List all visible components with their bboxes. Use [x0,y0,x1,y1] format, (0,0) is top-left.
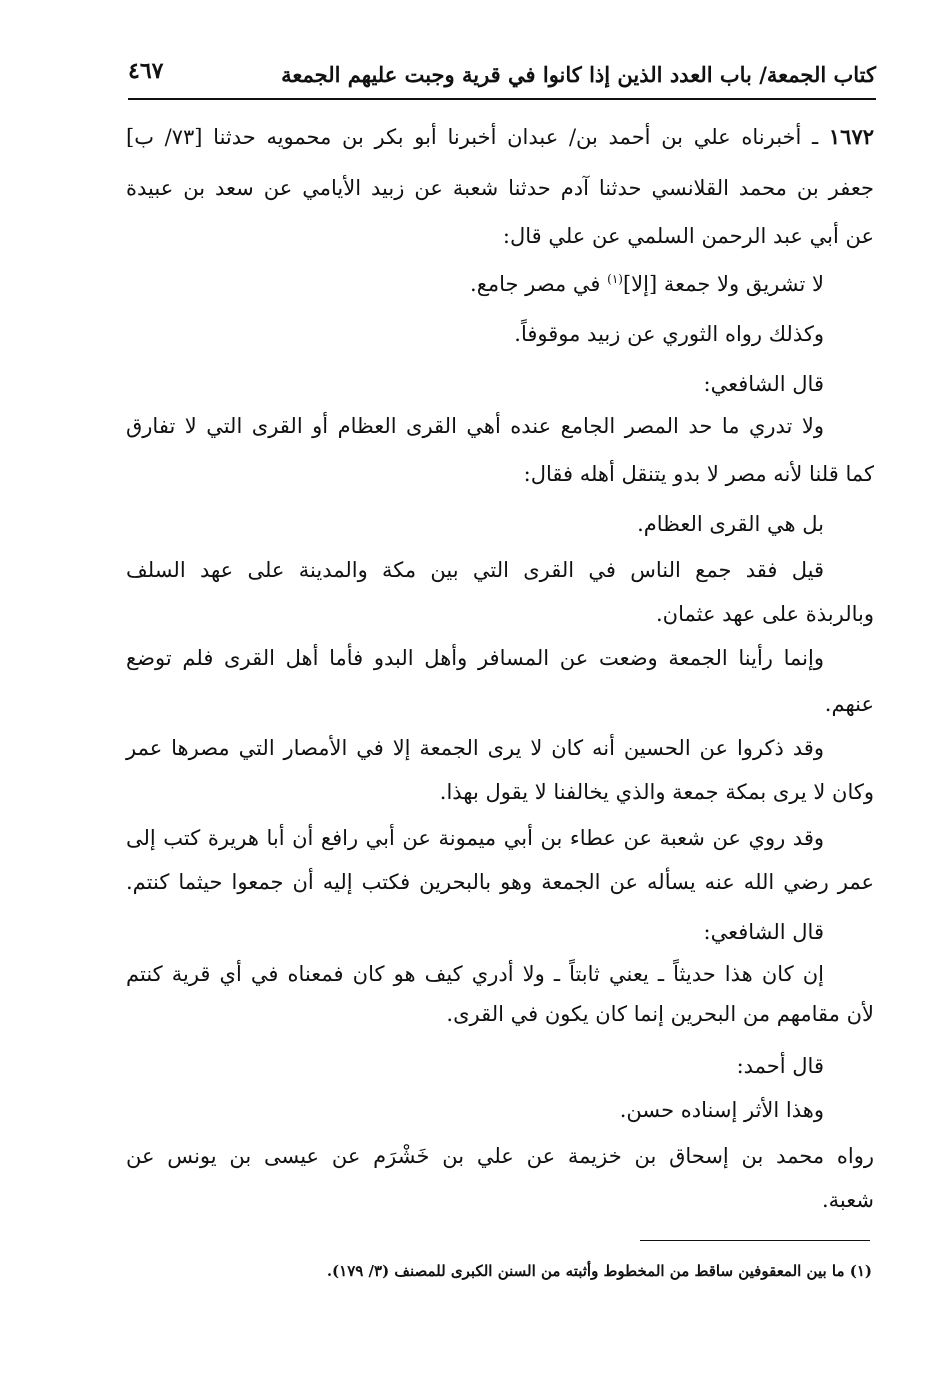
text-line: وقد روي عن شعبة عن عطاء بن أبي ميمونة عن أبي رافع أن أبا هريرة كتب إلى [126,826,824,850]
text-line: ولا تدري ما حد المصر الجامع عنده أهي القرى العظام أو القرى التي لا تفارق [126,414,824,438]
text-line: قال الشافعي: [703,372,824,396]
text-line: وإنما رأينا الجمعة وضعت عن المسافر وأهل البدو فأما أهل القرى فلم توضع [126,646,824,670]
text-line: عنهم. [824,692,874,716]
footnote-reference: (١) [607,272,623,286]
text-line [126,124,874,149]
text-line: إن كان هذا حديثاً ـ يعني ثابتاً ـ ولا أدري كيف هو كان فمعناه في أي قرية كنتم [126,962,824,986]
text-line: رواه محمد بن إسحاق بن خزيمة عن علي بن خَشْرَم عن عيسى بن يونس عن [126,1144,874,1168]
text-line: وكذلك رواه الثوري عن زبيد موقوفاً. [514,322,824,346]
text-line: وهذا الأثر إسناده حسن. [619,1098,824,1122]
chapter-title: كتاب الجمعة/ باب العدد الذين إذا كانوا في قرية وجبت عليهم الجمعة [281,62,876,87]
text-line [470,272,824,296]
text-line: وكان لا يرى بمكة جمعة والذي يخالفنا لا يقول بهذا. [439,780,874,804]
header-divider [128,98,876,100]
text-line-content: لا تشريق ولا جمعة [إلا] [622,272,824,296]
running-header [128,58,876,98]
text-line: شعبة. [822,1188,874,1212]
text-line-content: ـ أخبرناه علي بن أحمد بن/ عبدان أخبرنا أبو بكر بن محمويه حدثنا [٧٣/ ب] [126,125,829,149]
text-line: وقد ذكروا عن الحسين أنه كان لا يرى الجمعة إلا في الأمصار التي مصرها عمر [126,736,824,760]
text-line: قال الشافعي: [703,920,824,944]
text-line: لأن مقامهم من البحرين إنما كان يكون في القرى. [446,1002,874,1026]
text-line: جعفر بن محمد القلانسي حدثنا آدم حدثنا شعبة عن زبيد الأيامي عن سعد بن عبيدة [126,176,874,200]
footnote-divider [640,1240,870,1241]
page-number: ٤٦٧ [128,58,164,84]
footnote: (١) ما بين المعقوفين ساقط من المخطوط وأثبته من السنن الكبرى للمصنف (٣/ ١٧٩). [326,1262,872,1280]
hadith-number: ١٦٧٢ [828,124,875,149]
text-line: وبالربذة على عهد عثمان. [656,602,874,626]
text-line: قال أحمد: [736,1054,824,1078]
text-line: قيل فقد جمع الناس في القرى التي بين مكة والمدينة على عهد السلف [126,558,824,582]
text-line: عمر رضي الله عنه يسأله عن الجمعة وهو بالبحرين فكتب إليه أن جمعوا حيثما كنتم. [126,870,874,894]
text-line: كما قلنا لأنه مصر لا بدو يتنقل أهله فقال: [523,462,874,486]
text-line: عن أبي عبد الرحمن السلمي عن علي قال: [502,224,874,248]
text-line: بل هي القرى العظام. [637,512,824,536]
text-line-content: في مصر جامع. [470,272,608,296]
